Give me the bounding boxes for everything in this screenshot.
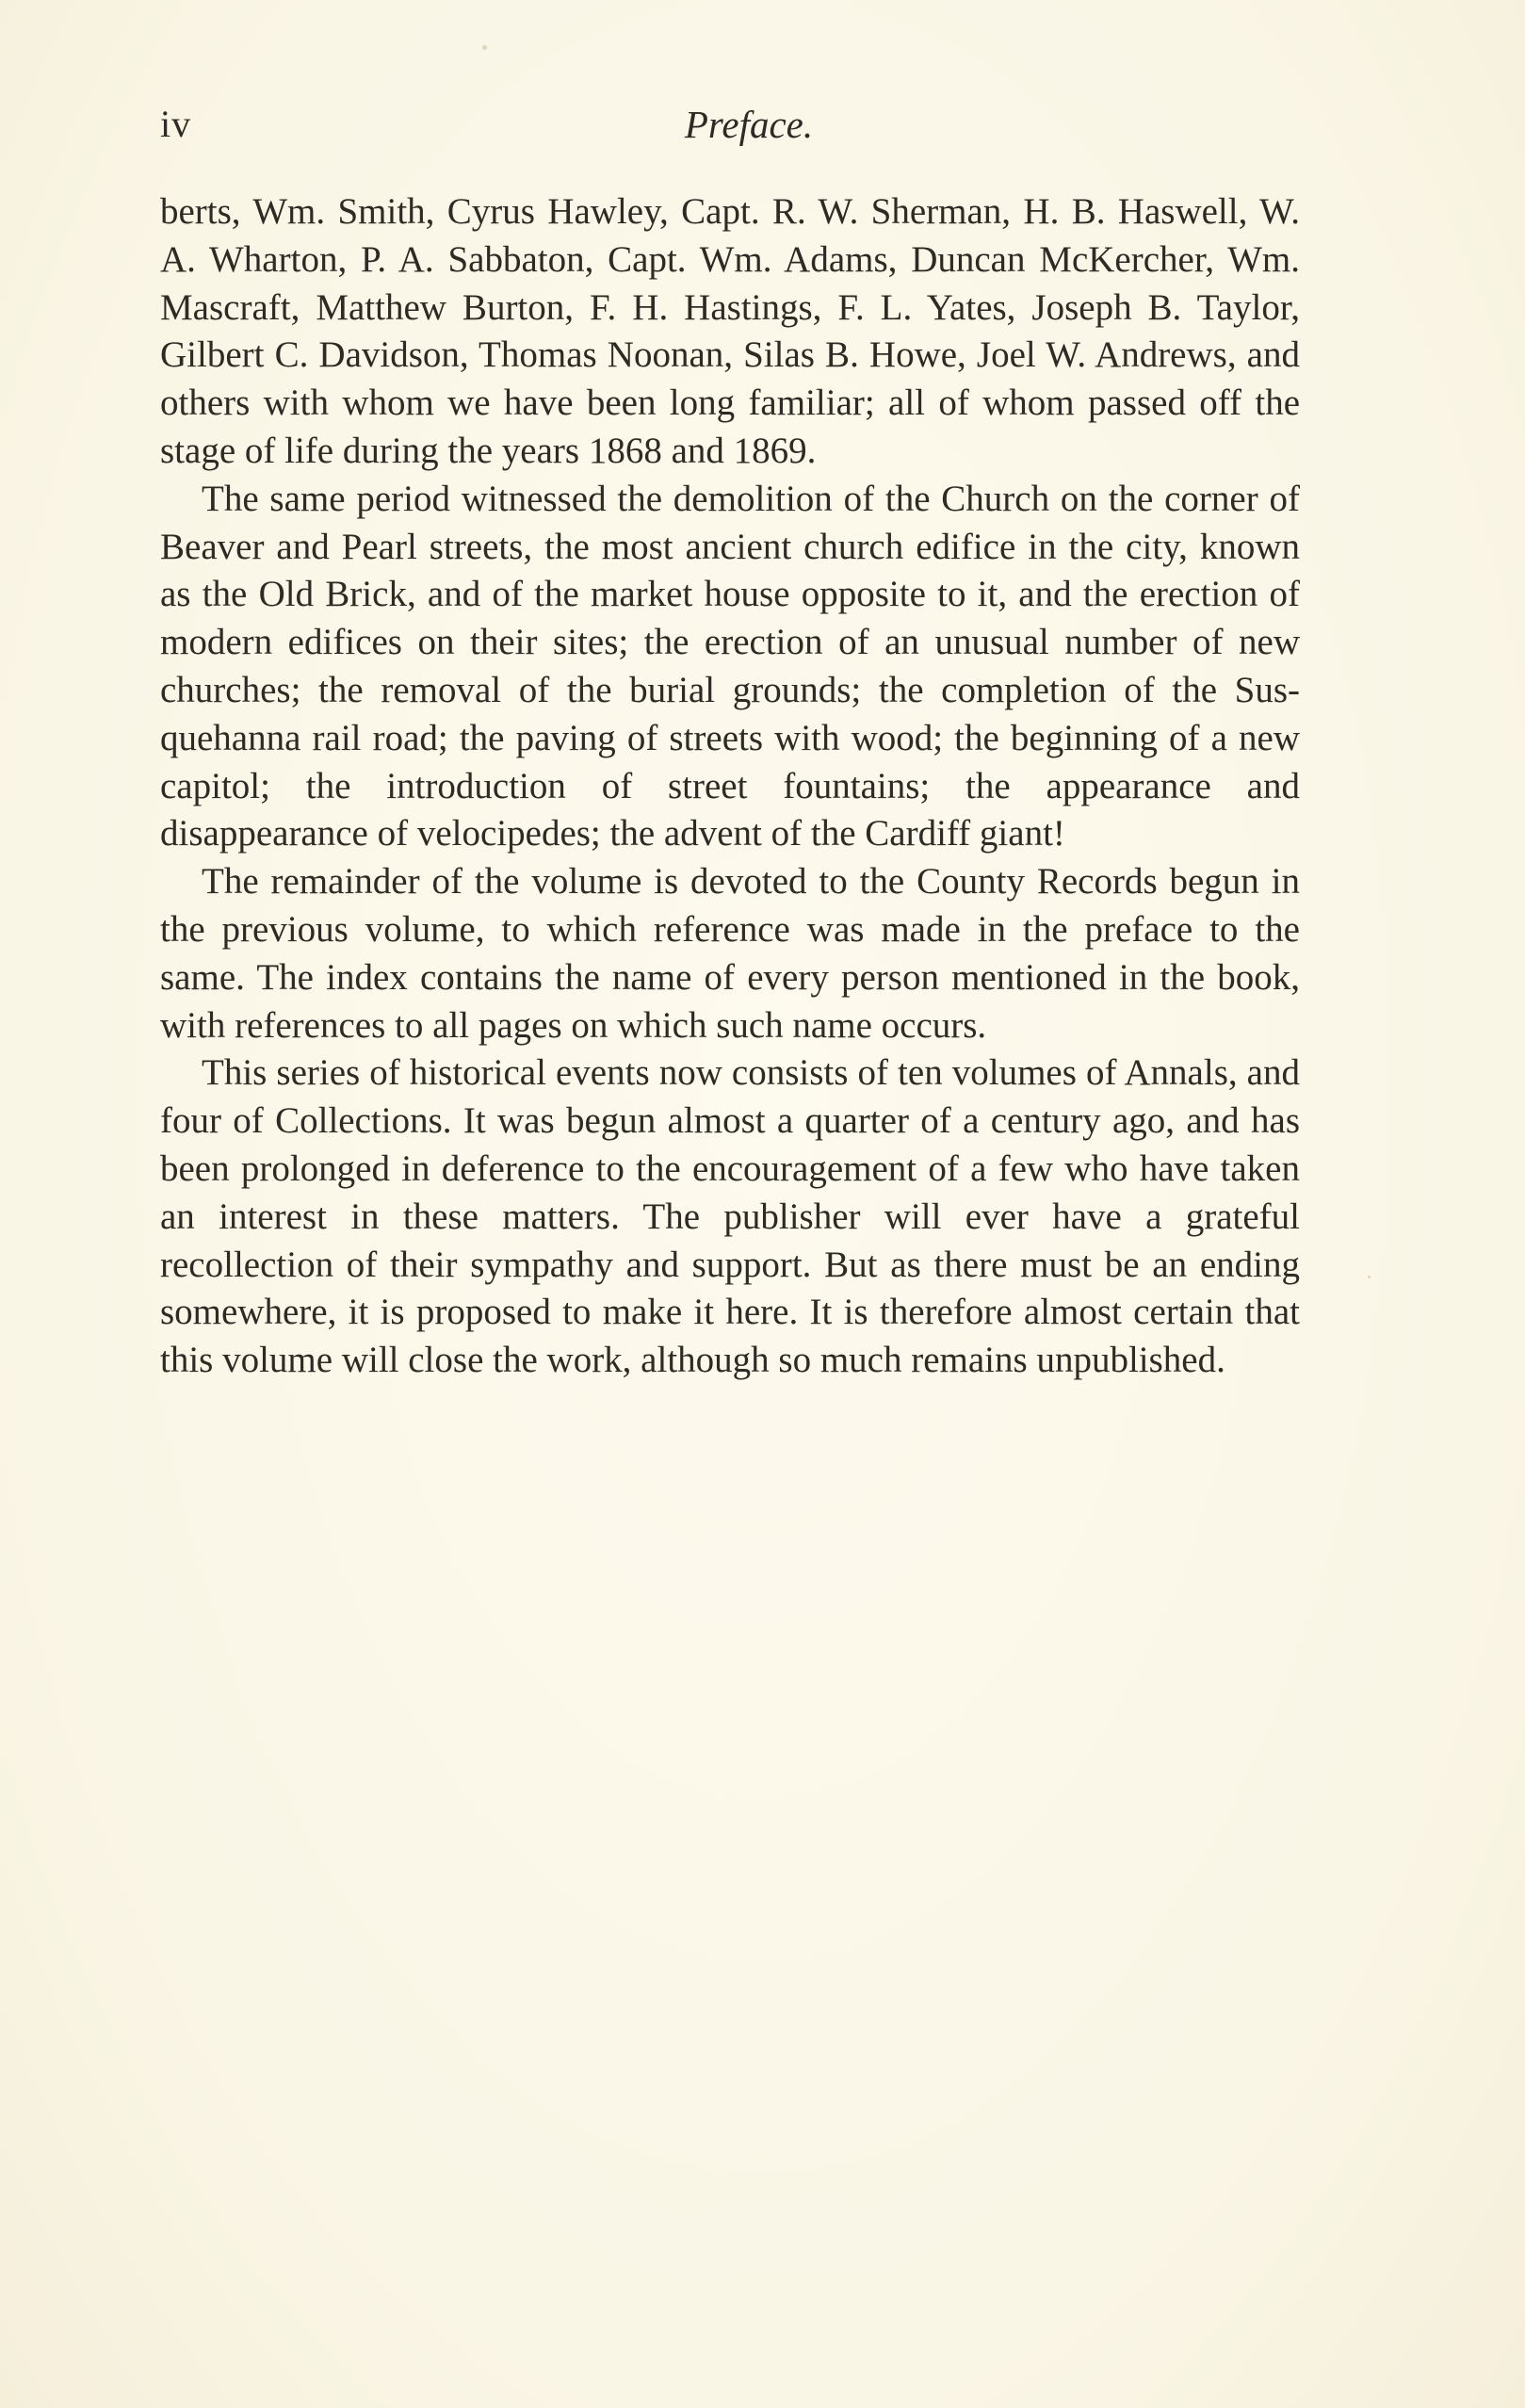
paragraph: berts, Wm. Smith, Cyrus Hawley, Capt. R. W. Sherman, H. B. Haswell, W. A. Wharton, P. A. Sabbaton, Capt. Wm. Adams, Duncan McKercher, Wm. Mascraft, Matthew Burton, F. H. Hastings, F. L. Yates, Joseph B. Taylor, Gilbert C. Davidson, Thomas Noonan, Silas B. Howe, Joel W. Andrews, and others with whom we have been long familiar; all of whom passed off the stage of life during the years 1868 and 1869.: [160, 191, 1300, 471]
paragraph: The same period witnessed the demolition of the Church on the corner of Beaver and Pearl streets, the most ancient church edifice in the city, known as the Old Brick, and of the market house opposite to it, and the erection of modern edifices on their sites; the erection of an unusual number of new churches; the removal of the burial grounds; the completion of the Susquehanna rail road; the paving of streets with wood; the beginning of a new capitol; the introduction of street fountains; the appearance and disappearance of velocipedes; the advent of the Cardiff giant!: [160, 478, 1300, 854]
running-title: Preface.: [684, 103, 814, 146]
paragraph: The remainder of the volume is devoted to the County Records begun in the previous volume, to which reference was made in the preface to the same. The index contains the name of every person mentioned in the book, with references to all pages on which such name occurs.: [160, 861, 1300, 1046]
ink-speck: [1368, 1276, 1371, 1278]
page-header: [160, 102, 1300, 158]
body-text: [160, 188, 1300, 1385]
page-number: iv: [160, 103, 192, 145]
paragraph: This series of historical events now consists of ten volumes of Annals, and four of Collections. It was begun almost a quarter of a century ago, and has been prolonged in deference to the encouragement of a few who have taken an interest in these matters. The publisher will ever have a grateful recollection of their sympathy and support. But as there must be an ending somewhere, it is proposed to make it here. It is therefore almost certain that this volume will close the work, although so much remains unpublished.: [160, 1052, 1300, 1381]
ink-speck: [482, 45, 487, 50]
